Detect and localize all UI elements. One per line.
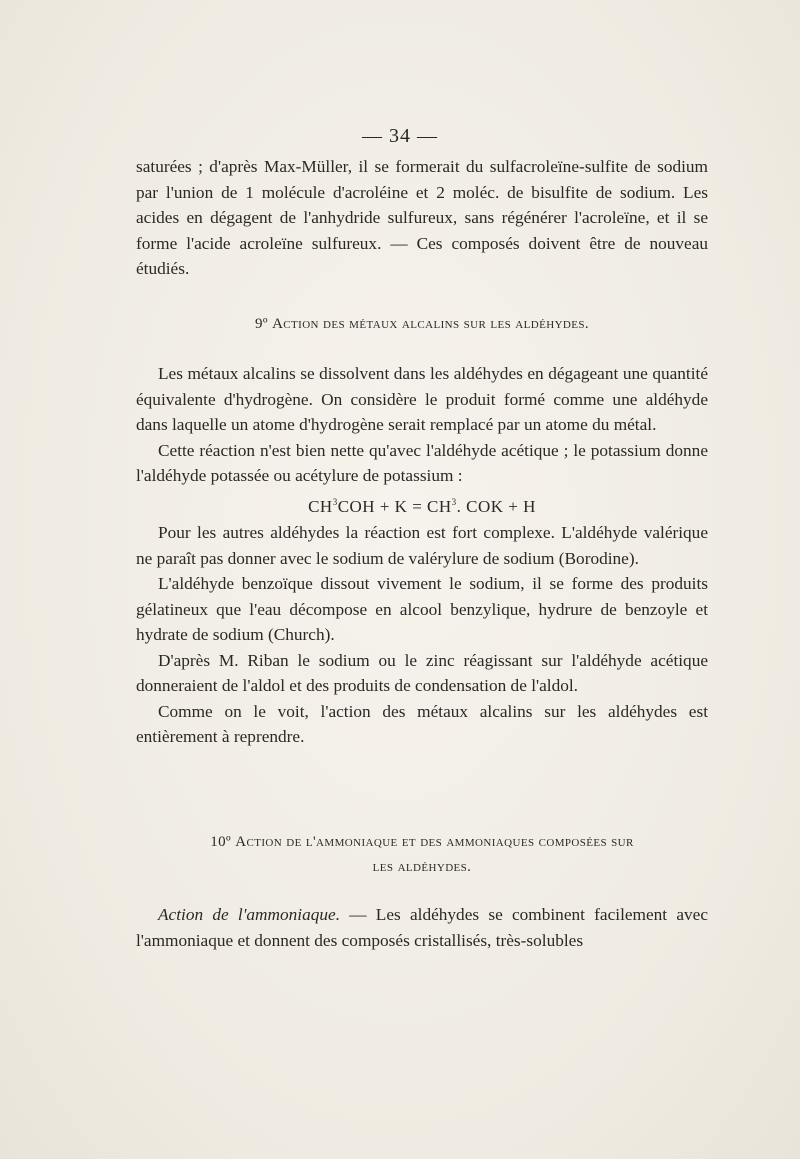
section-title: Action des métaux alcalins sur les aldéhydes. xyxy=(272,316,590,332)
paragraph: Les métaux alcalins se dissolvent dans les aldéhydes en dégageant une quantité équivalente d'hydrogène. On considère le produit formé comme une aldéhyde dans laquelle un atome d'hydrogène serait remplacé par un atome du métal. xyxy=(136,364,708,434)
paragraph: Pour les autres aldéhydes la réaction est fort complexe. L'aldéhyde valérique ne paraît pas donner avec le sodium de valérylure de sodium (Borodine). xyxy=(136,523,708,568)
section-number: 9º xyxy=(254,316,268,332)
paragraph-text: — Les aldéhydes se combinent facilement avec l'ammoniaque et donnent des composés cristallisés, très-solubles xyxy=(136,905,708,950)
section-heading-9 xyxy=(136,316,708,333)
section-9-body xyxy=(136,361,708,750)
top-paragraph-block xyxy=(136,154,708,282)
italic-subheading: Action de l'ammoniaque. xyxy=(158,905,341,924)
paragraph: Cette réaction n'est bien nette qu'avec l'aldéhyde acétique ; le potassium donne l'aldéhyde potassée ou acétylure de potassium : xyxy=(136,440,708,485)
chemical-formula: $CH^3COH + K = CH^3$. COK + H xyxy=(308,496,536,516)
paragraph: L'aldéhyde benzoïque dissout vivement le sodium, il se forme des produits gélatineux que l'eau décompose en alcool benzylique, hydrure de benzoyle et hydrate de sodium (Church). xyxy=(136,574,708,644)
paragraph: Comme on le voit, l'action des métaux alcalins sur les aldéhydes est entièrement à reprendre. xyxy=(136,701,708,746)
section-title-line2: les aldéhydes. xyxy=(372,859,472,875)
paragraph: D'après M. Riban le sodium ou le zinc réagissant sur l'aldéhyde acétique donneraient de l'aldol et des produits de condensation de l'aldol. xyxy=(136,650,708,695)
paragraph xyxy=(136,902,708,953)
section-title-line1: Action de l'ammoniaque et des ammoniaques composées sur xyxy=(235,834,634,850)
page-number: — 34 — xyxy=(362,125,438,147)
section-heading-10 xyxy=(136,830,708,880)
section-10-body xyxy=(136,902,708,953)
section-number: 10º xyxy=(210,834,232,850)
paragraph-continuation: saturées ; d'après Max-Müller, il se formerait du sulfacroleïne-sulfite de sodium par l'union de 1 molécule d'acroléine et 2 moléc. de bisulfite de sodium. Les acides en dégagent de l'anhydride sulfureux, sans régénérer l'acroleïne, et il se forme l'acide acroleïne sulfureux. — Ces composés doivent être de nouveau étudiés. xyxy=(136,157,708,278)
